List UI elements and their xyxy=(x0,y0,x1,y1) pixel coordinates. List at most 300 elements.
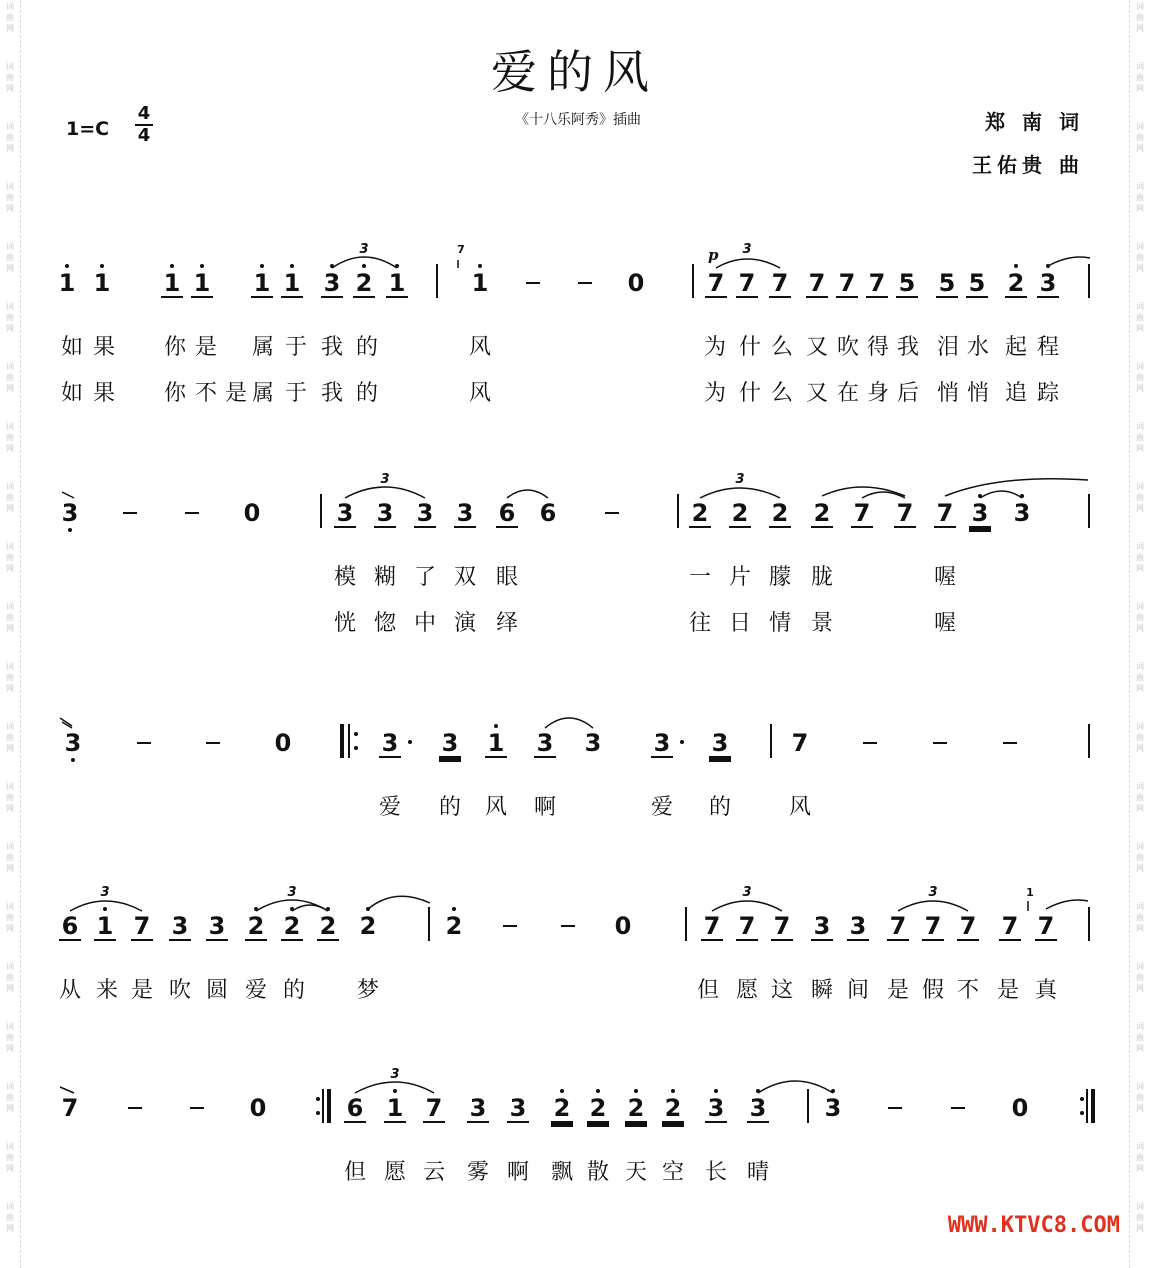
watermark-char: 曲 xyxy=(6,553,14,562)
lyric-char: 了 xyxy=(413,565,436,590)
watermark-char: 曲 xyxy=(1136,1153,1144,1162)
lyric-char: 糊 xyxy=(373,565,396,590)
lyric-char: 胧 xyxy=(810,565,833,590)
lyric-char: 的 xyxy=(708,795,731,820)
lyric-char: 么 xyxy=(770,335,793,360)
watermark-char: 网 xyxy=(1136,1164,1144,1173)
watermark-char: 词 xyxy=(6,722,14,731)
watermark-char: 曲 xyxy=(1136,1213,1144,1222)
note: 1 xyxy=(161,270,183,298)
watermark-char: 词 xyxy=(1136,1142,1144,1151)
watermark-char: 曲 xyxy=(6,1093,14,1102)
lyric-char: 散 xyxy=(586,1160,609,1185)
note: 3 xyxy=(847,913,869,941)
watermark-char: 词 xyxy=(6,362,14,371)
lyric-char: 起 xyxy=(1004,335,1027,360)
lyric-char: 的 xyxy=(355,381,378,406)
lyric-char: 真 xyxy=(1034,978,1057,1003)
note: 2 xyxy=(587,1095,609,1123)
watermark-char: 词 xyxy=(1136,302,1144,311)
watermark-char: 网 xyxy=(6,864,14,873)
watermark-char: 网 xyxy=(6,84,14,93)
note: 6 xyxy=(59,913,81,941)
watermark-char: 曲 xyxy=(6,13,14,22)
slur-arcs xyxy=(40,1065,1110,1135)
watermark-char: 词 xyxy=(1136,242,1144,251)
slur-arcs xyxy=(40,883,1110,953)
lyric-char: 风 xyxy=(484,795,507,820)
watermark-char: 曲 xyxy=(6,793,14,802)
watermark-char: 网 xyxy=(1136,504,1144,513)
watermark-char: 曲 xyxy=(1136,913,1144,922)
lyric-char: 啊 xyxy=(506,1160,529,1185)
watermark-char: 曲 xyxy=(1136,433,1144,442)
note: 3 xyxy=(811,913,833,941)
triplet-mark: 3 xyxy=(380,472,390,487)
slur-arcs xyxy=(40,700,1110,770)
watermark-char: 曲 xyxy=(1136,253,1144,262)
watermark-char: 词 xyxy=(6,62,14,71)
watermark-char: 曲 xyxy=(1136,553,1144,562)
lyric-char: 风 xyxy=(468,335,491,360)
lyric-char: 如 xyxy=(60,381,83,406)
lyric-char: 泪 xyxy=(936,335,959,360)
lyric-char: 果 xyxy=(92,381,115,406)
watermark-char: 网 xyxy=(6,384,14,393)
note: 3 xyxy=(584,729,602,757)
note: 6 xyxy=(344,1095,366,1123)
watermark-char: 网 xyxy=(1136,864,1144,873)
note: 3 xyxy=(321,270,343,298)
lyric-char: 果 xyxy=(92,335,115,360)
lyric-char: 什 xyxy=(738,381,761,406)
key-signature: 1=C xyxy=(66,118,110,140)
watermark-char: 网 xyxy=(1136,24,1144,33)
note: 7 xyxy=(866,270,888,298)
note: 1 xyxy=(94,913,116,941)
lyric-char: 爱 xyxy=(378,795,401,820)
song-title: 爱的风 xyxy=(491,45,659,99)
watermark-char: 网 xyxy=(6,684,14,693)
time-signature-top: 4 xyxy=(137,103,151,124)
lyric-char: 恍 xyxy=(333,611,356,636)
watermark-char: 词 xyxy=(1136,842,1144,851)
lyric-char: 绎 xyxy=(495,611,518,636)
note: 1 xyxy=(386,270,408,298)
lyric-char: 程 xyxy=(1036,335,1059,360)
watermark-char: 网 xyxy=(6,144,14,153)
rest: 0 xyxy=(1011,1094,1029,1122)
lyric-char: 身 xyxy=(866,381,889,406)
watermark-char: 词 xyxy=(6,602,14,611)
note: 7 xyxy=(999,913,1021,941)
note: 3 xyxy=(334,500,356,528)
lyric-char: 云 xyxy=(422,1160,445,1185)
triplet-mark: 3 xyxy=(287,885,297,900)
note: 3 xyxy=(969,500,991,528)
watermark-char: 网 xyxy=(6,804,14,813)
watermark-char: 曲 xyxy=(6,73,14,82)
watermark-char: 网 xyxy=(1136,84,1144,93)
watermark-char: 曲 xyxy=(6,1153,14,1162)
watermark-char: 网 xyxy=(6,624,14,633)
note: 2 xyxy=(689,500,711,528)
note: 1 xyxy=(485,730,507,758)
note: 2 xyxy=(729,500,751,528)
note: 1 xyxy=(251,270,273,298)
lyric-char: 演 xyxy=(453,611,476,636)
lyric-char: 爱 xyxy=(650,795,673,820)
note: 7 xyxy=(922,913,944,941)
lyric-char: 又 xyxy=(805,335,828,360)
watermark-char: 曲 xyxy=(1136,853,1144,862)
watermark-char: 词 xyxy=(6,482,14,491)
triplet-mark: 3 xyxy=(100,885,110,900)
lyric-char: 我 xyxy=(896,335,919,360)
slur-arcs xyxy=(40,240,1110,310)
watermark-char: 词 xyxy=(1136,1082,1144,1091)
lyric-char: 吹 xyxy=(168,978,191,1003)
lyric-char: 从 xyxy=(58,978,81,1003)
triplet-mark: 3 xyxy=(390,1067,400,1082)
note: 1 xyxy=(281,270,303,298)
notes-row-1 xyxy=(40,240,1110,310)
note: 3 xyxy=(651,730,673,758)
lyric-char: 梦 xyxy=(356,978,379,1003)
watermark-char: 曲 xyxy=(1136,13,1144,22)
watermark-char: 词 xyxy=(1136,602,1144,611)
lyric-char: 我 xyxy=(320,381,343,406)
note: 2 xyxy=(245,913,267,941)
watermark-char: 词 xyxy=(1136,1022,1144,1031)
note: 3 xyxy=(822,1095,844,1121)
watermark-char: 词 xyxy=(6,842,14,851)
note: 3 xyxy=(169,913,191,941)
note: 7 xyxy=(736,270,758,298)
note: 3 xyxy=(709,730,731,758)
note: 7 xyxy=(957,913,979,941)
watermark-char: 网 xyxy=(6,1044,14,1053)
watermark-char: 曲 xyxy=(6,193,14,202)
watermark-char: 曲 xyxy=(6,973,14,982)
lyric-char: 得 xyxy=(866,335,889,360)
lyric-char: 水 xyxy=(966,335,989,360)
watermark-char: 网 xyxy=(1136,144,1144,153)
lyric-char: 模 xyxy=(333,565,356,590)
watermark-char: 词 xyxy=(6,1202,14,1211)
rest: 0 xyxy=(627,269,645,297)
watermark-char: 网 xyxy=(1136,624,1144,633)
triplet-mark: 3 xyxy=(928,885,938,900)
watermark-char: 词 xyxy=(6,782,14,791)
lyric-char: 双 xyxy=(453,565,476,590)
lyric-char: 悄 xyxy=(936,381,959,406)
note: 2 xyxy=(769,500,791,528)
watermark-char: 网 xyxy=(6,24,14,33)
watermark-char: 词 xyxy=(6,422,14,431)
notes-row-3 xyxy=(40,700,1110,770)
rest: 0 xyxy=(243,499,261,527)
watermark-char: 词 xyxy=(6,122,14,131)
watermark-char: 曲 xyxy=(6,1033,14,1042)
watermark-char: 词 xyxy=(1136,782,1144,791)
watermark-char: 网 xyxy=(1136,384,1144,393)
watermark-char: 网 xyxy=(1136,1044,1144,1053)
watermark-char: 词 xyxy=(1136,662,1144,671)
lyric-char: 你 xyxy=(163,381,186,406)
watermark-char: 词 xyxy=(6,902,14,911)
note: 7 xyxy=(701,913,723,941)
subtitle: 《十八乐阿秀》插曲 xyxy=(515,112,641,128)
note: 3 xyxy=(534,730,556,758)
lyric-char: 啊 xyxy=(533,795,556,820)
watermark-char: 网 xyxy=(6,924,14,933)
watermark-char: 词 xyxy=(6,2,14,11)
triplet-mark: 3 xyxy=(359,242,369,257)
lyric-char: 雾 xyxy=(466,1160,489,1185)
watermark-char: 词 xyxy=(1136,962,1144,971)
watermark-char: 词 xyxy=(1136,722,1144,731)
watermark-char: 曲 xyxy=(6,613,14,622)
lyric-char: 是 xyxy=(194,335,217,360)
watermark-char: 词 xyxy=(1136,122,1144,131)
lyric-char: 是 xyxy=(224,381,247,406)
watermark-char: 曲 xyxy=(1136,733,1144,742)
note: 3 xyxy=(206,913,228,941)
rest: 0 xyxy=(249,1094,267,1122)
note: 2 xyxy=(551,1095,573,1123)
watermark-char: 词 xyxy=(1136,422,1144,431)
watermark-char: 网 xyxy=(1136,984,1144,993)
note: 7 xyxy=(934,500,956,528)
watermark-char: 曲 xyxy=(1136,1033,1144,1042)
lyric-char: 的 xyxy=(355,335,378,360)
lyric-char: 眼 xyxy=(495,565,518,590)
lyric-char: 如 xyxy=(60,335,83,360)
lyric-char: 为 xyxy=(703,335,726,360)
watermark-char: 网 xyxy=(1136,804,1144,813)
watermark-char: 曲 xyxy=(1136,133,1144,142)
note: 7 xyxy=(851,500,873,528)
watermark-char: 曲 xyxy=(1136,973,1144,982)
notes-row-5 xyxy=(40,1065,1110,1135)
note: 2 xyxy=(317,913,339,941)
lyric-char: 这 xyxy=(770,978,793,1003)
watermark-char: 词 xyxy=(6,1082,14,1091)
lyric-char: 来 xyxy=(95,978,118,1003)
lyric-char: 情 xyxy=(768,611,791,636)
rest: 0 xyxy=(614,912,632,940)
watermark-char: 词 xyxy=(1136,62,1144,71)
lyric-char: 飘 xyxy=(550,1160,573,1185)
watermark-char: 网 xyxy=(1136,444,1144,453)
lyric-char: 朦 xyxy=(768,565,791,590)
watermark-char: 网 xyxy=(1136,324,1144,333)
watermark-char: 词 xyxy=(1136,2,1144,11)
watermark-char: 曲 xyxy=(6,733,14,742)
watermark-char: 网 xyxy=(1136,924,1144,933)
lyric-char: 又 xyxy=(805,381,828,406)
note: 3 xyxy=(747,1095,769,1123)
rest: 0 xyxy=(274,729,292,757)
lyric-char: 我 xyxy=(320,335,343,360)
watermark-char: 词 xyxy=(6,542,14,551)
lyricist-credit: 郑 南 词 xyxy=(985,110,1084,134)
watermark-char: 网 xyxy=(6,264,14,273)
watermark-char: 曲 xyxy=(1136,193,1144,202)
note: 3 xyxy=(1011,500,1033,526)
note: 7 xyxy=(836,270,858,298)
watermark-char: 词 xyxy=(6,1142,14,1151)
lyric-char: 风 xyxy=(468,381,491,406)
grace-note: 7 xyxy=(457,243,465,256)
lyric-char: 于 xyxy=(284,335,307,360)
watermark-char: 网 xyxy=(6,324,14,333)
watermark-char: 网 xyxy=(1136,204,1144,213)
note: 3 xyxy=(439,730,461,758)
note: 2 xyxy=(811,500,833,528)
watermark-char: 曲 xyxy=(1136,493,1144,502)
lyric-char: 但 xyxy=(696,978,719,1003)
note: 7 xyxy=(705,270,727,298)
watermark-char: 网 xyxy=(1136,744,1144,753)
watermark-char: 词 xyxy=(1136,482,1144,491)
watermark-char: 词 xyxy=(6,662,14,671)
lyric-char: 悄 xyxy=(966,381,989,406)
watermark-char: 网 xyxy=(6,204,14,213)
note: 2 xyxy=(662,1095,684,1123)
note: 3 xyxy=(507,1095,529,1123)
note: 3 xyxy=(59,500,81,526)
site-url-footer[interactable]: WWW.KTVC8.COM xyxy=(947,1213,1120,1238)
note: 2 xyxy=(625,1095,647,1123)
watermark-char: 网 xyxy=(6,1224,14,1233)
note: 3 xyxy=(705,1095,727,1123)
triplet-mark: 3 xyxy=(735,472,745,487)
note: 7 xyxy=(806,270,828,298)
note: 5 xyxy=(966,270,988,298)
watermark-char: 网 xyxy=(6,984,14,993)
watermark-char: 网 xyxy=(6,564,14,573)
watermark-char: 网 xyxy=(1136,564,1144,573)
note: 7 xyxy=(771,913,793,941)
slur-arcs xyxy=(40,470,1110,540)
watermark-char: 曲 xyxy=(1136,1093,1144,1102)
lyric-char: 晴 xyxy=(746,1160,769,1185)
lyric-char: 为 xyxy=(703,381,726,406)
watermark-char: 词 xyxy=(6,302,14,311)
note: 5 xyxy=(936,270,958,298)
lyric-char: 爱 xyxy=(244,978,267,1003)
lyric-char: 属 xyxy=(251,335,274,360)
lyric-char: 追 xyxy=(1004,381,1027,406)
watermark-char: 词 xyxy=(1136,542,1144,551)
note: 1 xyxy=(191,270,213,298)
lyric-char: 不 xyxy=(194,381,217,406)
note: 2 xyxy=(353,270,375,298)
watermark-char: 曲 xyxy=(6,1213,14,1222)
note: 6 xyxy=(496,500,518,528)
watermark-char: 网 xyxy=(1136,1224,1144,1233)
note: 2 xyxy=(281,913,303,941)
lyric-char: 你 xyxy=(163,335,186,360)
note: 7 xyxy=(423,1095,445,1123)
lyric-char: 什 xyxy=(738,335,761,360)
watermark-char: 曲 xyxy=(6,133,14,142)
lyric-char: 的 xyxy=(282,978,305,1003)
notes-row-2 xyxy=(40,470,1110,540)
lyric-char: 是 xyxy=(886,978,909,1003)
lyric-char: 是 xyxy=(130,978,153,1003)
lyric-char: 日 xyxy=(728,611,751,636)
watermark-char: 网 xyxy=(6,1104,14,1113)
note: 1 xyxy=(91,270,113,296)
time-signature xyxy=(134,104,154,146)
note: 7 xyxy=(887,913,909,941)
watermark-char: 网 xyxy=(1136,1104,1144,1113)
note: 7 xyxy=(769,270,791,298)
lyric-char: 天 xyxy=(624,1160,647,1185)
note: 7 xyxy=(61,1094,79,1122)
note: 3 xyxy=(467,1095,489,1123)
watermark-char: 曲 xyxy=(6,493,14,502)
note: 1 xyxy=(469,270,491,296)
watermark-char: 网 xyxy=(6,504,14,513)
watermark-char: 曲 xyxy=(6,913,14,922)
lyric-char: 在 xyxy=(836,381,859,406)
lyric-char: 不 xyxy=(956,978,979,1003)
watermark-char: 网 xyxy=(6,744,14,753)
lyric-char: 是 xyxy=(996,978,1019,1003)
watermark-char: 网 xyxy=(1136,264,1144,273)
lyric-char: 喔 xyxy=(933,611,956,636)
note: 3 xyxy=(1037,270,1059,298)
lyric-char: 愿 xyxy=(735,978,758,1003)
note: 7 xyxy=(736,913,758,941)
triplet-mark: 3 xyxy=(742,242,752,257)
note: 7 xyxy=(131,913,153,941)
watermark-char: 词 xyxy=(1136,182,1144,191)
lyric-char: 惚 xyxy=(373,611,396,636)
lyric-char: 景 xyxy=(810,611,833,636)
watermark-char: 曲 xyxy=(1136,673,1144,682)
lyric-char: 喔 xyxy=(933,565,956,590)
note: 2 xyxy=(443,913,465,939)
watermark-char: 曲 xyxy=(1136,793,1144,802)
note: 3 xyxy=(374,500,396,528)
watermark-char: 曲 xyxy=(6,373,14,382)
lyric-char: 于 xyxy=(284,381,307,406)
lyric-char: 圆 xyxy=(205,978,228,1003)
note: 7 xyxy=(894,500,916,528)
grace-note: 1 xyxy=(1026,886,1034,899)
watermark-char: 曲 xyxy=(1136,613,1144,622)
lyric-char: 属 xyxy=(251,381,274,406)
lyric-char: 中 xyxy=(413,611,436,636)
lyric-char: 吹 xyxy=(836,335,859,360)
watermark-char: 词 xyxy=(6,242,14,251)
note: 3 xyxy=(414,500,436,528)
watermark-char: 曲 xyxy=(6,433,14,442)
watermark-char: 词 xyxy=(6,1022,14,1031)
lyric-char: 后 xyxy=(896,381,919,406)
composer-credit: 王佑贵 曲 xyxy=(972,153,1084,177)
lyric-char: 长 xyxy=(704,1160,727,1185)
lyric-char: 片 xyxy=(728,565,751,590)
note: 1 xyxy=(384,1095,406,1123)
dynamic-mark: p xyxy=(708,246,719,264)
lyric-char: 的 xyxy=(438,795,461,820)
